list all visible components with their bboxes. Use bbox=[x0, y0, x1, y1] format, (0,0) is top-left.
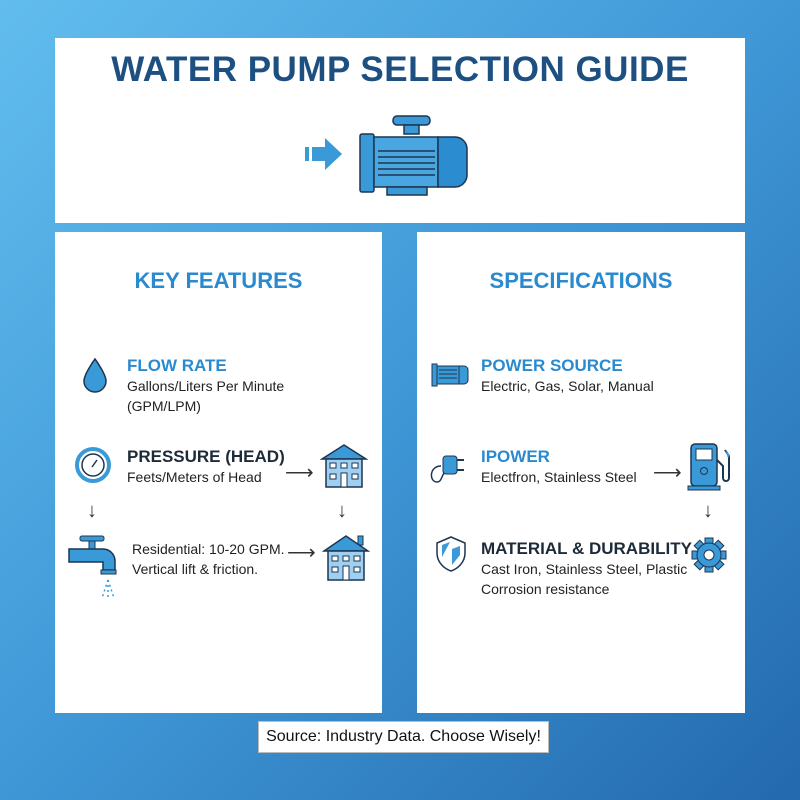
arrow-down: ↓ bbox=[87, 500, 97, 522]
flow-rate-heading: FLOW RATE bbox=[127, 356, 227, 375]
motor-icon bbox=[431, 362, 469, 388]
pressure-desc: Feets/Meters of Head bbox=[127, 469, 262, 485]
flow-rate-unit: (GPM/LPM) bbox=[127, 398, 201, 414]
gear-icon bbox=[691, 537, 727, 573]
material-desc: Cast Iron, Stainless Steel, Plastic bbox=[481, 561, 688, 577]
key-features-panel bbox=[55, 232, 382, 713]
key-features-title: KEY FEATURES bbox=[134, 268, 303, 293]
corrosion-desc: Corrosion resistance bbox=[481, 581, 610, 597]
residential-flow-text: Residential: 10-20 GPM. bbox=[132, 541, 285, 557]
power-source-desc: Electric, Gas, Solar, Manual bbox=[481, 378, 654, 394]
power-source-heading: POWER SOURCE bbox=[481, 356, 623, 375]
residential-lift-text: Vertical lift & friction. bbox=[132, 561, 259, 577]
water-pump-icon bbox=[300, 113, 470, 198]
source-footer: Source: Industry Data. Choose Wisely! bbox=[258, 721, 549, 753]
arrow-down: ↓ bbox=[703, 500, 713, 522]
specifications-title: SPECIFICATIONS bbox=[489, 268, 673, 293]
building-icon bbox=[320, 442, 368, 490]
shield-icon bbox=[435, 535, 467, 573]
specifications-panel bbox=[417, 232, 745, 713]
house-icon bbox=[322, 532, 370, 582]
power-heading: IPOWER bbox=[481, 447, 550, 466]
material-heading: MATERIAL & DURABILITY bbox=[481, 539, 692, 558]
pressure-heading: PRESSURE (HEAD) bbox=[127, 447, 285, 466]
arrow-right: ⟶ bbox=[653, 462, 682, 484]
pressure-gauge-icon bbox=[75, 447, 111, 483]
flow-rate-desc: Gallons/Liters Per Minute bbox=[127, 378, 285, 394]
arrow-right: ⟶ bbox=[287, 542, 316, 564]
arrow-down: ↓ bbox=[337, 500, 347, 522]
header-panel bbox=[55, 38, 745, 223]
water-drop-icon bbox=[82, 357, 108, 393]
power-plug-icon bbox=[427, 450, 467, 486]
power-desc: Electfron, Stainless Steel bbox=[481, 469, 637, 485]
fuel-pump-icon bbox=[687, 442, 733, 492]
page-title: WATER PUMP SELECTION GUIDE bbox=[111, 50, 689, 89]
arrow-right: ⟶ bbox=[285, 462, 314, 484]
faucet-icon bbox=[67, 534, 117, 602]
